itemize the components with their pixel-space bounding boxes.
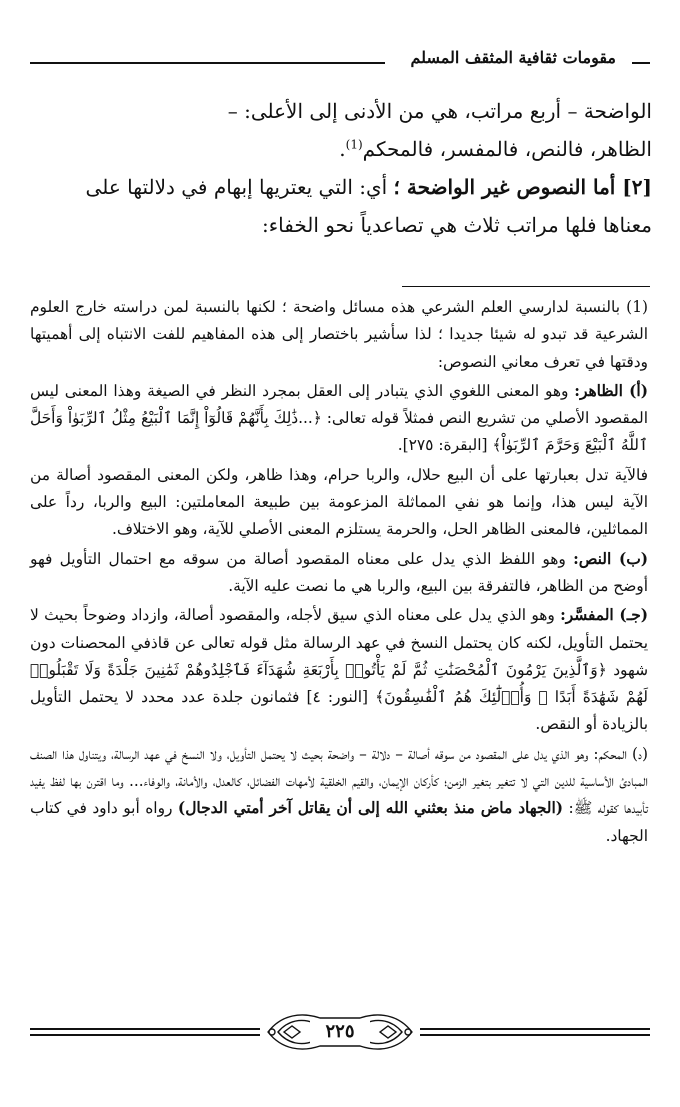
footnote-intro: (1) بالنسبة لدارسي العلم الشرعي هذه مسائل واضحة ؛ لكنها بالنسبة لمن دراسته خارج العلوم الشرعية قد تبدو له شيئا جديدا ؛ لذا سأشير باختصار إلى هذه المفاهيم للفت الانتباه إلى أهميتها ودقتها في تعرف معاني النصوص:	[30, 298, 648, 371]
main-line-1: الواضحة – أربع مراتب، هي من الأدنى إلى الأعلى: –	[227, 99, 652, 123]
footnotes	[30, 294, 648, 852]
running-header	[30, 42, 650, 78]
main-line-2: الظاهر، فالنص، فالمفسر، فالمحكم$^{(1)}$.	[339, 137, 652, 161]
header-rule	[30, 62, 385, 64]
footnote-zahir-explanation: فالآية تدل بعبارتها على أن البيع حلال، والربا حرام، وهذا ظاهر، ولكن المعنى المقصود أصالة من الآية ليس هذا، وإنما هو نفي المماثلة المزعومة بين طبيعة المعاملتين: البيع والربا، رداً على المماثلين، فالمعنى الظاهر الحل، والحرمة يستلزم المعنى الأصلي للآية، وهو الاختلاف.	[30, 465, 648, 539]
footnote-nass: (ب) النص: وهو اللفظ الذي يدل على معناه المقصود أصالة من سوقه مع احتمال التأويل فهو أوضح من الظاهر، فالتفرقة بين البيع، والربا هي ما نصت عليه الآية.	[30, 549, 649, 595]
main-text	[32, 92, 652, 244]
page-footer	[30, 1010, 650, 1056]
footer-rule	[420, 1034, 650, 1036]
footer-rule	[30, 1034, 260, 1036]
header-rule	[632, 62, 650, 64]
footnote-mufassar: (جـ) المفسَّر: وهو الذي يدل على معناه الذي سيق لأجله، والمقصود أصالة، وازداد وضوحاً بحيث لا يحتمل التأويل، لكنه كان يحتمل النسخ في عهد الرسالة مثل قوله تعالى عن قاذفي المحصنات دون شهود ﴿وَٱلَّذِينَ يَرْمُونَ ٱلْمُحْصَنَٰتِ ثُمَّ لَمْ يَأْتُوا۟ بِأَرْبَعَةِ شُهَدَآءَ فَٱجْلِدُوهُمْ ثَمَٰنِينَ جَلْدَةً وَلَا تَقْبَلُوا۟ لَهُمْ شَهَٰدَةً أَبَدًا ۚ وَأُو۟لَٰٓئِكَ هُمُ ٱلْفَٰسِقُونَ﴾ [النور: ٤] فثمانون جلدة عدد محدد لا يحتمل التأويل بالزيادة أو النقص.	[30, 606, 649, 734]
main-line-4: معناها فلها مراتب ثلاث هي تصاعدياً نحو الخفاء:	[262, 213, 652, 237]
running-title: مقومات ثقافية المثقف المسلم	[403, 48, 624, 67]
footnote-separator	[402, 286, 650, 287]
footnote-zahir: (أ) الظاهر: وهو المعنى اللغوي الذي يتبادر إلى العقل بمجرد النظر في الصيغة وهذا المعنى ليس المقصود الأصلي من تشريع النص فمثلاً قوله تعالى: ﴿...ذَٰلِكَ بِأَنَّهُمْ قَالُوٓاْ إِنَّمَا ٱلْبَيْعُ مِثْلُ ٱلرِّبَوٰاْ وَأَحَلَّ ٱللَّهُ ٱلْبَيْعَ وَحَرَّمَ ٱلرِّبَوٰاْ﴾ [البقرة: ٢٧٥].	[30, 381, 648, 455]
footnote-ref: (1)	[345, 137, 363, 152]
footer-rule	[420, 1028, 650, 1030]
hadith-quote: (الجهاد ماض منذ بعثني الله إلى أن يقاتل آخر أمتي الدجال)	[177, 799, 564, 818]
footer-rule	[30, 1028, 260, 1030]
footnote-muhkam: (د) المحكم: وهو الذي يدل على المقصود من سوقه أصالة – دلالة – واضحة بحيث لا يحتمل التأويل، ولا النسخ في عهد الرسالة، ويتناول هذا الصنف المبادئ الأساسية للدين التي لا تتغير بتغير الزمن؛ كأركان الإيمان، والقيم الخلقية لأمهات الفضائل، كالعدل، والأمانة، والوفاء... وما اقترن بها لفظ يفيد تأبيدها كقوله ﷺ: (الجهاد ماض منذ بعثني الله إلى أن يقاتل آخر أمتي الدجال) رواه أبو داود في كتاب الجهاد.	[30, 744, 648, 845]
page-number: ٢٢٥	[310, 1020, 370, 1044]
main-line-3: [٢] أما النصوص غير الواضحة ؛ أي: التي يعتريها إبهام في دلالتها على	[85, 175, 652, 199]
section-heading: [٢] أما النصوص غير الواضحة ؛	[393, 175, 652, 199]
